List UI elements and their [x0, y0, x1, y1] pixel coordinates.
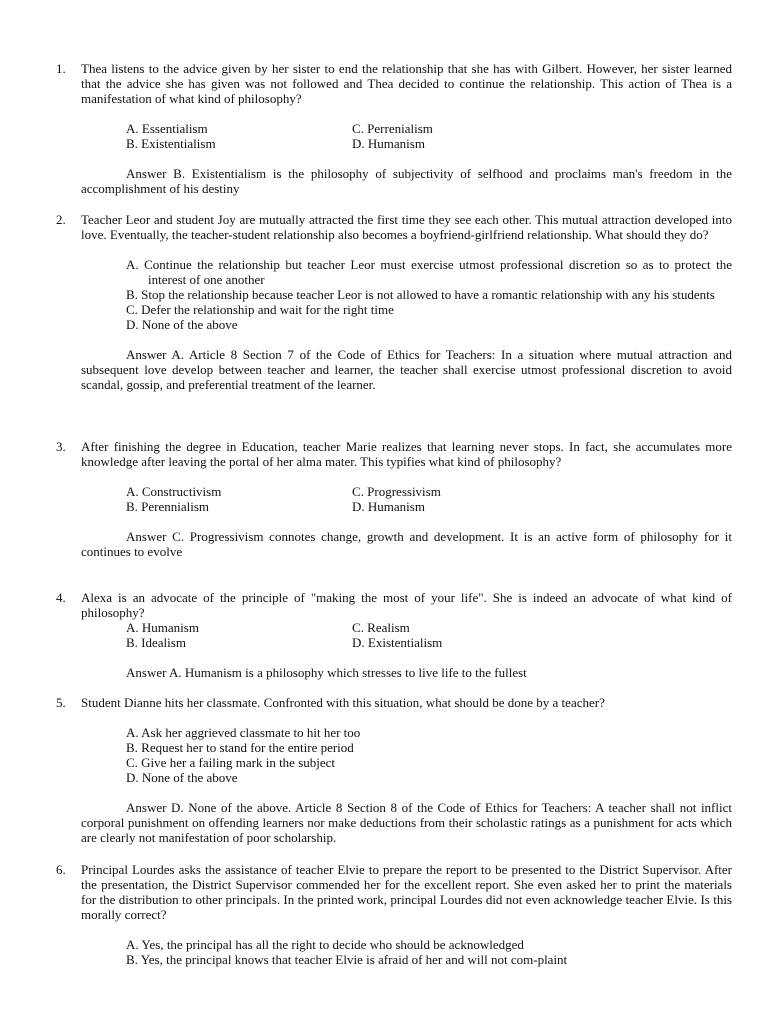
option-b: B. Perennialism	[126, 499, 210, 514]
question-5	[56, 695, 732, 845]
answer-explanation: Answer B. Existentialism is the philosophy of subjectivity of selfhood and proclaims man's freedom in the accomplishment of his destiny	[81, 166, 732, 196]
question-number: 3.	[56, 439, 66, 454]
options-list	[126, 257, 732, 332]
question-1	[56, 61, 732, 196]
options-grid	[126, 620, 732, 650]
option-a: A. Ask her aggrieved classmate to hit her too	[126, 725, 361, 740]
answer-explanation: Answer A. Article 8 Section 7 of the Code of Ethics for Teachers: In a situation where mutual attraction and subsequent love develop between teacher and learner, the teacher shall exercise utmost professional discretion to avoid scandal, gossip, and preferential treatment of the learner.	[81, 347, 732, 392]
options-list	[126, 725, 732, 785]
option-d: D. None of the above	[126, 770, 238, 785]
option-d: D. None of the above	[126, 317, 238, 332]
option-c: C. Give her a failing mark in the subject	[126, 755, 336, 770]
option-d: D. Existentialism	[352, 635, 443, 650]
question-6	[56, 862, 732, 967]
option-c: C. Progressivism	[352, 484, 441, 499]
option-b: B. Existentialism	[126, 136, 216, 151]
question-3	[56, 439, 732, 559]
option-d: D. Humanism	[352, 499, 425, 514]
question-stem: Student Dianne hits her classmate. Confronted with this situation, what should be done by a teacher?	[81, 695, 605, 710]
question-number: 1.	[56, 61, 66, 76]
option-c: C. Perrenialism	[352, 121, 433, 136]
option-b: B. Request her to stand for the entire period	[126, 740, 354, 755]
question-2	[56, 212, 732, 392]
option-a: A. Constructivism	[126, 484, 222, 499]
question-number: 4.	[56, 590, 66, 605]
question-number: 2.	[56, 212, 66, 227]
option-a: A. Essentialism	[126, 121, 208, 136]
question-4	[56, 590, 732, 680]
question-stem: Teacher Leor and student Joy are mutually attracted the first time they see each other. This mutual attraction developed into love. Eventually, the teacher-student relationship also becomes a boyfriend-girlfriend relationship. What should they do?	[81, 212, 732, 242]
answer-explanation: Answer C. Progressivism connotes change, growth and development. It is an active form of philosophy for it continues to evolve	[81, 529, 732, 559]
answer-explanation: Answer A. Humanism is a philosophy which stresses to live life to the fullest	[126, 665, 527, 680]
options-grid	[126, 121, 732, 151]
option-c: C. Defer the relationship and wait for the right time	[126, 302, 394, 317]
option-a: A. Yes, the principal has all the right to decide who should be acknowledged	[126, 937, 524, 952]
question-number: 6.	[56, 862, 66, 877]
options-grid	[126, 484, 732, 514]
option-b: B. Idealism	[126, 635, 186, 650]
question-number: 5.	[56, 695, 66, 710]
option-b: B. Stop the relationship because teacher Leor is not allowed to have a romantic relationship with any his students	[126, 287, 715, 302]
option-a: A. Continue the relationship but teacher Leor must exercise utmost professional discretion so as to protect the interest of one another	[126, 257, 732, 287]
question-stem: After finishing the degree in Education, teacher Marie realizes that learning never stops. In fact, she accumulates more knowledge after leaving the portal of her alma mater. This typifies what kind of philosophy?	[81, 439, 732, 469]
options-list	[126, 937, 732, 967]
option-d: D. Humanism	[352, 136, 425, 151]
answer-explanation: Answer D. None of the above. Article 8 Section 8 of the Code of Ethics for Teachers: A teacher shall not inflict corporal punishment on offending learners nor make deductions from their scholastic ratings as a punishment for acts which are clearly not manifestation of poor scholarship.	[81, 800, 732, 845]
option-b: B. Yes, the principal knows that teacher Elvie is afraid of her and will not com-plaint	[126, 952, 568, 967]
question-stem: Alexa is an advocate of the principle of "making the most of your life". She is indeed an advocate of what kind of philosophy?	[81, 590, 732, 620]
question-stem: Principal Lourdes asks the assistance of teacher Elvie to prepare the report to be presented to the District Supervisor. After the presentation, the District Supervisor commended her for the excellent report. She even asked her to print the materials for the distribution to other principals. In the printed work, principal Lourdes did not even acknowledge teacher Elvie. Is this morally correct?	[81, 862, 732, 922]
option-a: A. Humanism	[126, 620, 199, 635]
option-c: C. Realism	[352, 620, 410, 635]
question-stem: Thea listens to the advice given by her sister to end the relationship that she has with Gilbert. However, her sister learned that the advice she has given was not followed and Thea decided to continue the relationship. This action of Thea is a manifestation of what kind of philosophy?	[81, 61, 732, 106]
